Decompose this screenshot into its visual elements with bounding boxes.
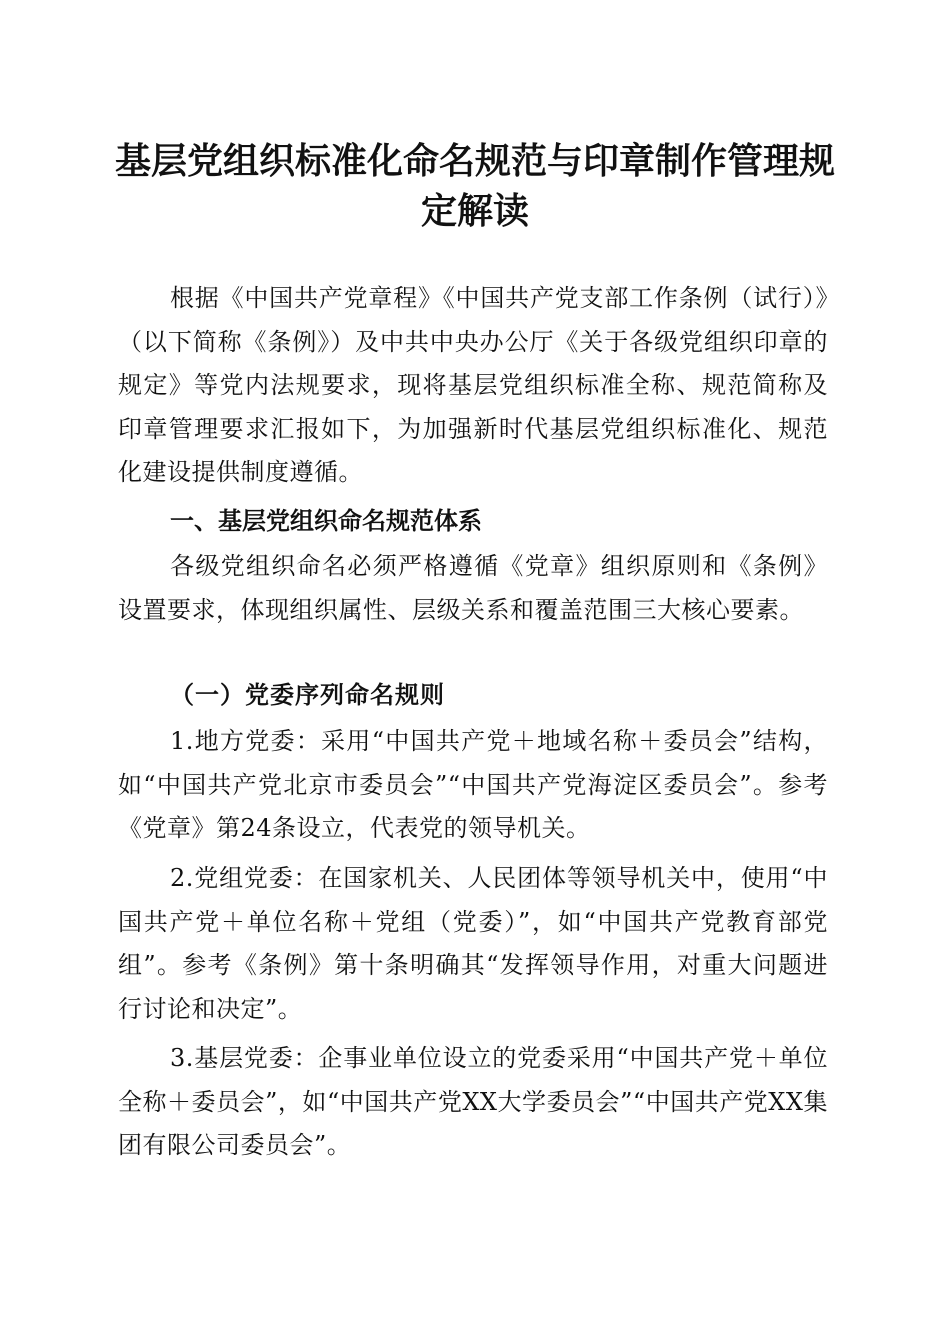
item-3-paragraph: 3.基层党委：企事业单位设立的党委采用“中国共产党＋单位全称＋委员会”，如“中国共产党XX大学委员会”“中国共产党XX集团有限公司委员会”。	[118, 1044, 828, 1159]
section-1-paragraph: 各级党组织命名必须严格遵循《党章》组织原则和《条例》设置要求，体现组织属性、层级关系和覆盖范围三大核心要素。	[118, 552, 828, 624]
item-1-paragraph: 1.地方党委：采用“中国共产党＋地域名称＋委员会”结构，如“中国共产党北京市委员会”“中国共产党海淀区委员会”。参考《党章》第24条设立，代表党的领导机关。	[118, 727, 828, 842]
document-title-line-2: 定解读	[420, 190, 529, 232]
subsection-1-heading: （一）党委序列命名规则	[170, 681, 445, 709]
section-1-heading: 一、基层党组织命名规范体系	[170, 507, 482, 535]
intro-paragraph: 根据《中国共产党章程》《中国共产党支部工作条例（试行）》（以下简称《条例》）及中共中央办公厅《关于各级党组织印章的规定》等党内法规要求，现将基层党组织标准全称、规范简称及印章管理要求汇报如下，为加强新时代基层党组织标准化、规范化建设提供制度遵循。	[118, 284, 828, 486]
item-2-paragraph: 2.党组党委：在国家机关、人民团体等领导机关中，使用“中国共产党＋单位名称＋党组（党委）”，如“中国共产党教育部党组”。参考《条例》第十条明确其“发挥领导作用，对重大问题进行讨论和决定”。	[118, 864, 828, 1023]
document-title-line-1: 基层党组织标准化命名规范与印章制作管理规	[114, 140, 835, 182]
